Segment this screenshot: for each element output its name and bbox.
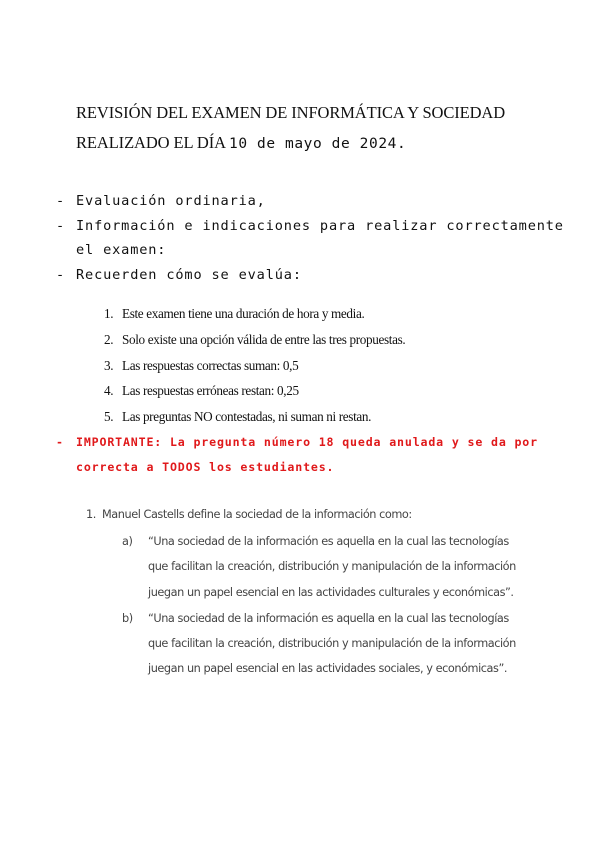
dash-marker: - — [56, 193, 66, 209]
answer-options — [86, 529, 526, 682]
exam-date: 10 de mayo de 2024. — [229, 136, 407, 152]
option-b — [122, 606, 526, 682]
important-text: IMPORTANTE: La pregunta número 18 queda anulada y se da por correcta a TODOS los estudiantes. — [76, 435, 538, 474]
option-text: “Una sociedad de la información es aquella en la cual las tecnologías que facilitan la creación, distribución y manipulación de la información juegan un papel esencial en las actividades culturales y económicas”. — [148, 535, 516, 599]
rule-number: 2. — [104, 331, 114, 347]
dash-marker: - — [56, 217, 66, 234]
question-text: Manuel Castells define la sociedad de la información como: — [102, 508, 412, 521]
option-letter: b) — [122, 611, 133, 625]
dash-marker: - — [56, 435, 64, 449]
rule-item — [104, 404, 564, 430]
bullet-ordinary-evaluation — [56, 189, 576, 214]
rule-item — [104, 301, 564, 327]
rule-item — [104, 327, 564, 353]
rule-item — [104, 353, 564, 379]
exam-title — [76, 98, 576, 159]
rule-number: 4. — [104, 383, 114, 399]
rule-number: 5. — [104, 409, 114, 425]
rule-text: Las respuestas erróneas restan: 0,25 — [122, 383, 299, 399]
dash-marker: - — [56, 266, 66, 283]
question-stem — [86, 505, 526, 525]
rule-text: Las respuestas correctas suman: 0,5 — [122, 357, 299, 373]
question-1 — [86, 505, 526, 682]
option-letter: a) — [122, 535, 133, 548]
rule-number: 1. — [104, 306, 114, 321]
rule-text: Solo existe una opción válida de entre las tres propuestas. — [122, 331, 406, 347]
rule-number: 3. — [104, 357, 114, 373]
option-text: “Una sociedad de la información es aquella en la cual las tecnologías que facilitan la creación, distribución y manipulación de la información juegan un papel esencial en las actividades sociales, y económicas”. — [148, 611, 516, 676]
important-notice — [56, 430, 576, 479]
bullet-text: Recuerden cómo se evalúa: — [76, 266, 302, 283]
option-a — [122, 529, 526, 605]
bullet-text: Evaluación ordinaria, — [76, 193, 266, 209]
info-bullet-list — [56, 189, 576, 287]
question-number: 1. — [86, 508, 96, 521]
rule-text: Las preguntas NO contestadas, ni suman ni restan. — [122, 409, 372, 425]
bullet-how-evaluated — [56, 263, 576, 288]
rule-item — [104, 378, 564, 404]
bullet-instructions — [56, 214, 576, 263]
rule-text: Este examen tiene una duración de hora y media. — [122, 306, 365, 321]
title-line-1: REVISIÓN DEL EXAMEN DE INFORMÁTICA Y SOCIEDAD — [76, 103, 506, 122]
evaluation-rules-list — [104, 301, 564, 430]
title-line-2-prefix: REALIZADO EL DÍA — [76, 133, 230, 152]
bullet-text: Información e indicaciones para realizar correctamente el examen: — [76, 217, 564, 258]
